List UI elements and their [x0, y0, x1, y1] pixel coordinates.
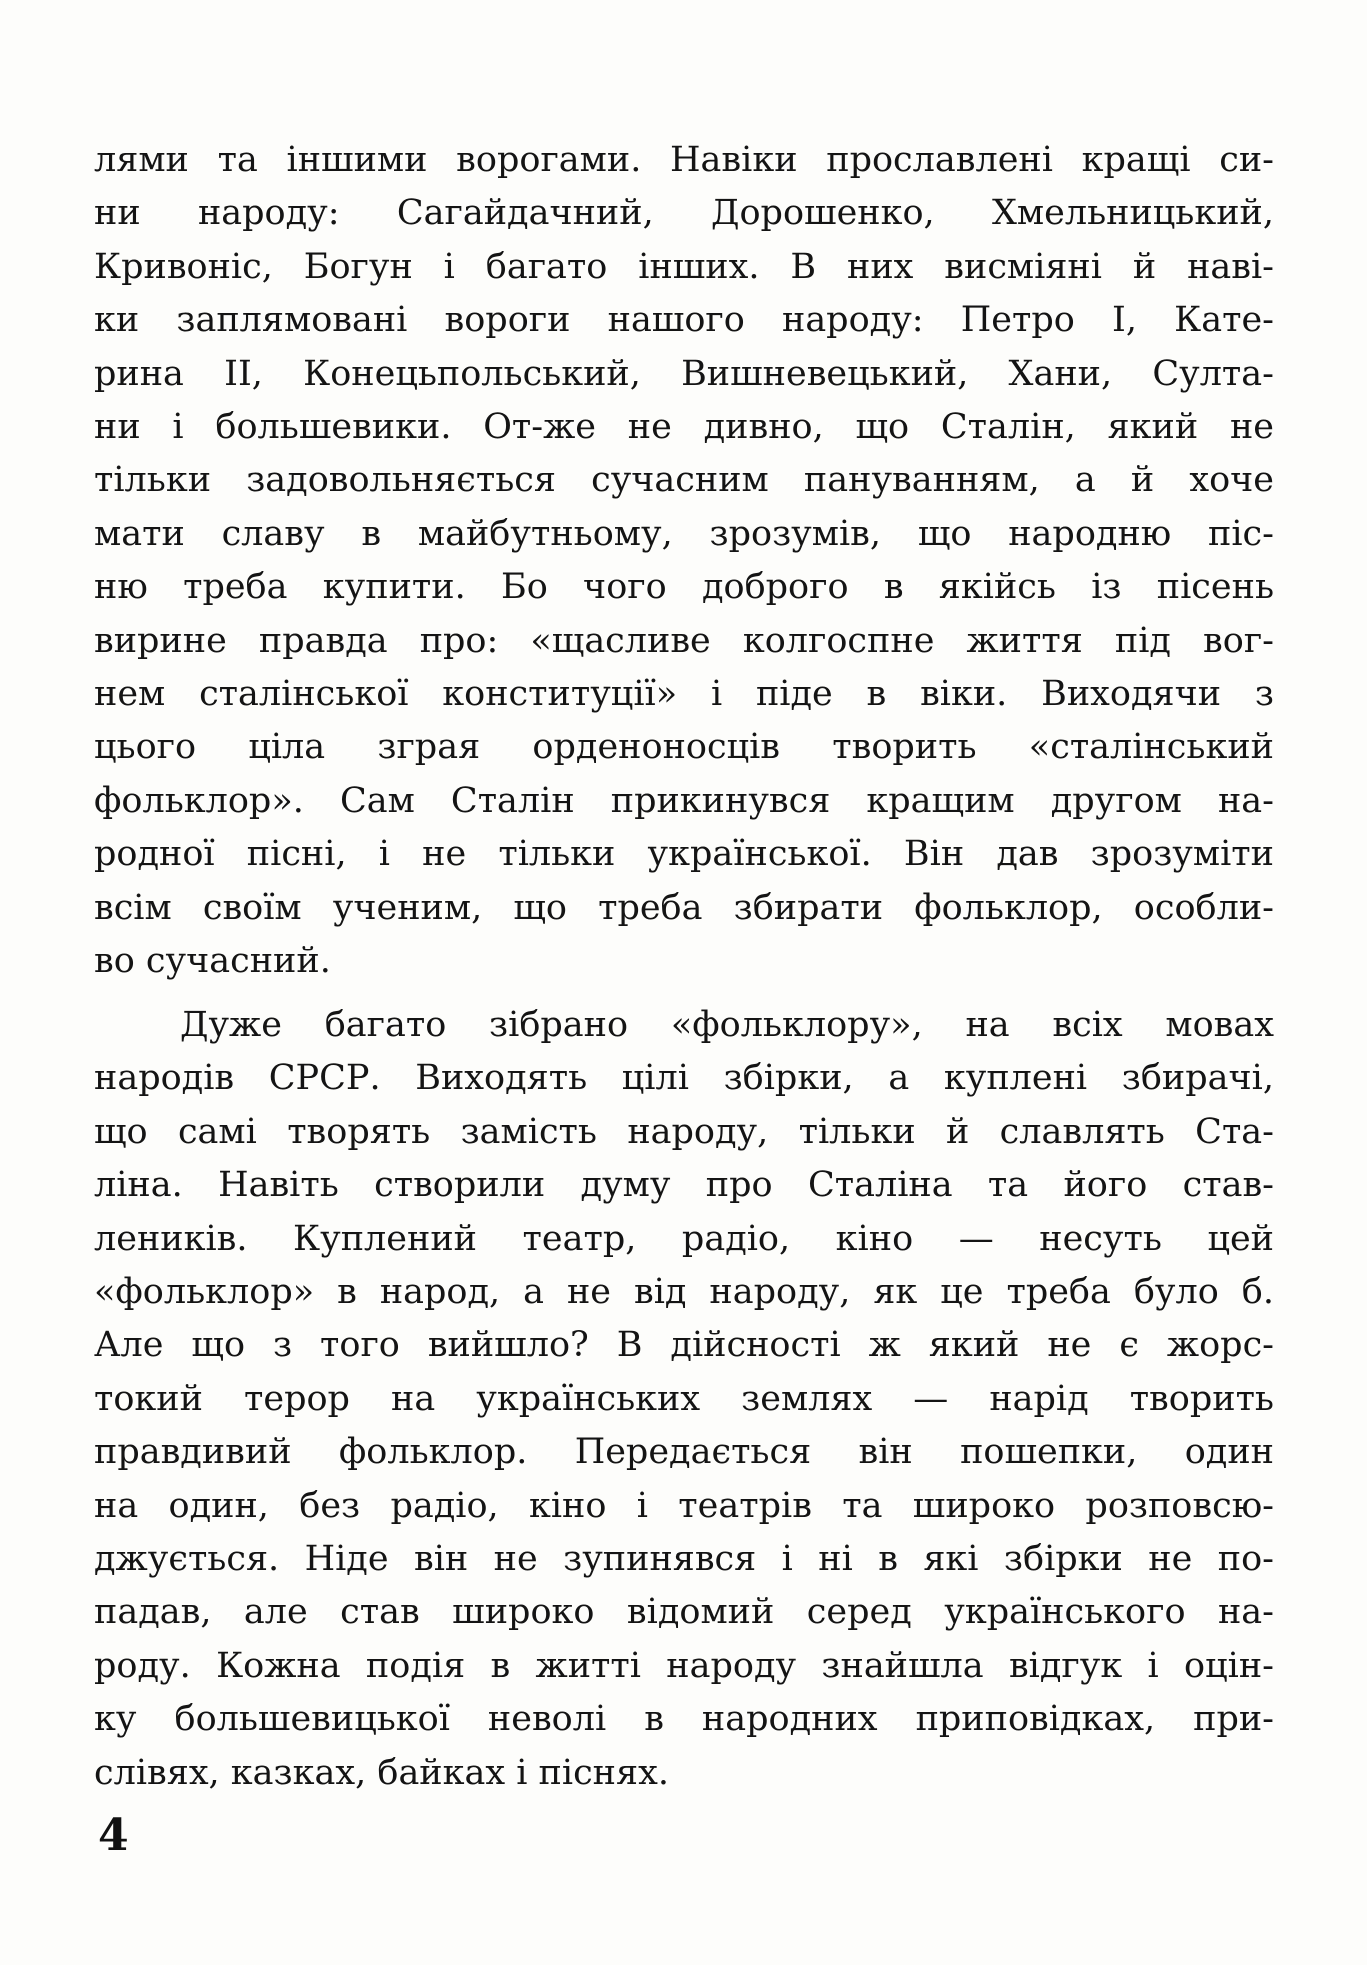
- text-line: леників. Куплений театр, радіо, кіно — несуть цей: [94, 1218, 1274, 1259]
- text-line: ню треба купити. Бо чого доброго в якійсь із пісень: [94, 567, 1274, 608]
- text-line: тільки задовольняється сучасним пануванням, а й хоче: [94, 460, 1274, 501]
- text-line: всім своїм ученим, що треба збирати фольклор, особли-: [94, 887, 1274, 928]
- text-line: Дуже багато зібрано «фольклору», на всіх мовах: [180, 1005, 1274, 1045]
- text-line: Кривоніс, Богун і багато інших. В них висміяні й наві-: [94, 246, 1274, 287]
- text-line: «фольклор» в народ, а не від народу, як це треба було б.: [94, 1272, 1274, 1313]
- page-number: 4: [98, 1810, 129, 1861]
- text-line: джується. Ніде він не зупинявся і ні в які збірки не по-: [94, 1539, 1274, 1580]
- paragraph-2: [94, 999, 1274, 1800]
- text-line: мати славу в майбутньому, зрозумів, що народню піс-: [94, 513, 1274, 554]
- text-line: падав, але став широко відомий серед українського на-: [94, 1592, 1274, 1633]
- text-line: ку большевицької неволі в народних приповідках, при-: [94, 1699, 1274, 1740]
- text-line: нем сталінської конституції» і піде в віки. Виходячи з: [94, 674, 1274, 715]
- text-line: вирине правда про: «щасливе колгоспне життя під вог-: [94, 620, 1274, 661]
- text-line: слівях, казках, байках і піснях.: [94, 1752, 669, 1793]
- paragraph-1: [94, 134, 1274, 989]
- text-line: ки заплямовані вороги нашого народу: Петро І, Кате-: [94, 300, 1274, 341]
- text-line: фольклор». Сам Сталін прикинувся кращим другом на-: [94, 780, 1274, 821]
- text-line: ни народу: Сагайдачний, Дорошенко, Хмельницький,: [94, 193, 1274, 234]
- text-line: лями та іншими ворогами. Навіки прославлені кращі си-: [94, 140, 1274, 180]
- text-line: Але що з того вийшло? В дійсності ж який не є жорс-: [94, 1325, 1274, 1366]
- text-line: народів СРСР. Виходять цілі збірки, а куплені збирачі,: [94, 1058, 1274, 1099]
- text-line: ни і большевики. От-же не дивно, що Сталін, який не: [94, 407, 1274, 448]
- text-line: ліна. Навіть створили думу про Сталіна та його став-: [94, 1165, 1274, 1206]
- text-line: що самі творять замість народу, тільки й славлять Ста-: [94, 1111, 1274, 1152]
- text-line: рина II, Конецьпольський, Вишневецький, Хани, Султа-: [94, 353, 1274, 394]
- text-line: токий терор на українських землях — нарід творить: [94, 1378, 1274, 1419]
- text-line: цього ціла зграя орденоносців творить «сталінський: [94, 727, 1274, 768]
- text-line: во сучасний.: [94, 941, 331, 982]
- text-line: родної пісні, і не тільки української. Він дав зрозуміти: [94, 834, 1274, 875]
- text-line: на один, без радіо, кіно і театрів та широко розповсю-: [94, 1485, 1274, 1526]
- text-line: правдивий фольклор. Передається він пошепки, один: [94, 1432, 1274, 1473]
- text-line: роду. Кожна подія в житті народу знайшла відгук і оцін-: [94, 1645, 1274, 1686]
